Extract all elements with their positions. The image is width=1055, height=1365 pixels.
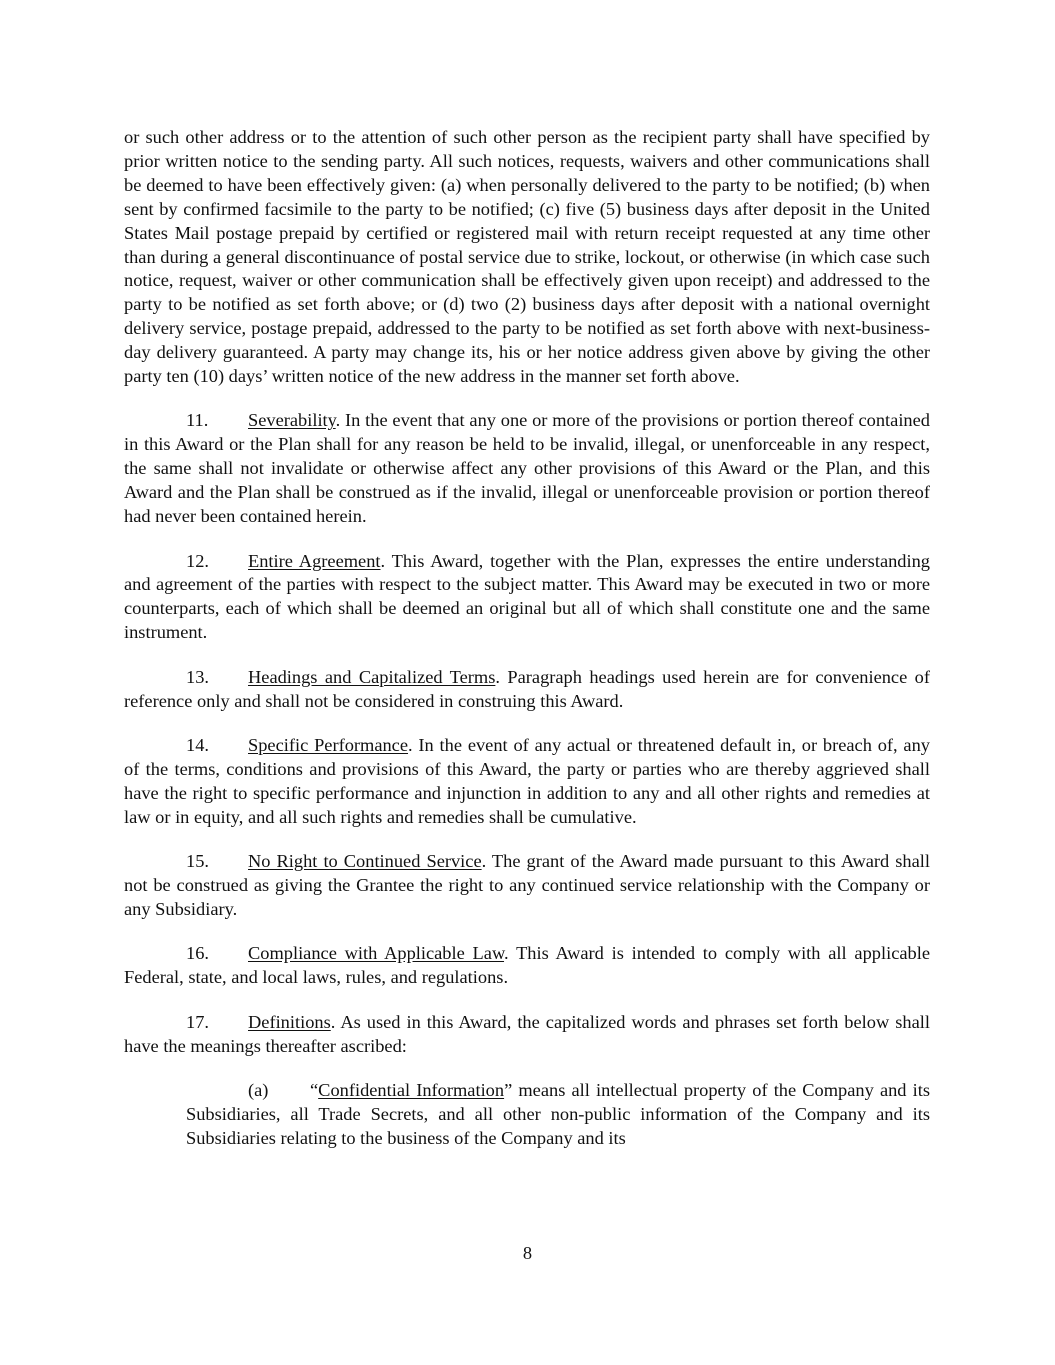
section-heading: Severability [248, 410, 336, 431]
notice-continuation-paragraph: or such other address or to the attention of such other person as the recipient party shall have specified by prior written notice to the sending party. All such notices, requests, waivers and other communications shall be deemed to have been effectively given: (a) when personally delivered to the party to be notified; (b) when sent by confirmed facsimile to the party to be notified; (c) five (5) business days after deposit in the United States Mail postage prepaid by certified or registered mail with return receipt requested at any time other than during a general discontinuance of postal service due to strike, lockout, or otherwise (in which case such notice, request, waiver or other communication shall be effectively given upon receipt) and addressed to the party to be notified as set forth above; or (d) two (2) business days after deposit with a national overnight delivery service, postage prepaid, addressed to the party to be notified as set forth above with next-business-day delivery guaranteed. A party may change its, his or her notice address given above by giving the other party ten (10) days’ written notice of the new address in the manner set forth above. [124, 127, 930, 387]
section-11-severability [124, 409, 930, 529]
section-15-no-right-to-service [124, 850, 930, 922]
section-number: 11. [186, 410, 209, 431]
section-17-definitions [124, 1011, 930, 1059]
definition-confidential-information [186, 1079, 930, 1151]
page-number: 8 [522, 1243, 533, 1263]
section-heading: No Right to Continued Service [248, 851, 482, 872]
section-number: 17. [186, 1011, 209, 1032]
section-body: . In the event that any one or more of the provisions or portion thereof contained in this Award or the Plan shall for any reason be held to be invalid, illegal, or unenforceable in any respect, the same shall not invalidate or otherwise affect any other provisions of this Award or the Plan, and this Award and the Plan shall be construed as if the invalid, illegal or unenforceable provision or portion thereof had never been contained herein. [124, 410, 930, 527]
section-heading: Headings and Capitalized Terms [248, 666, 496, 687]
section-body: . This Award, together with the Plan, expresses the entire understanding and agreement of the parties with respect to the subject matter. This Award may be executed in two or more counterparts, each of which shall be deemed an original but all of which shall constitute one and the same instrument. [124, 550, 930, 643]
section-number: 12. [186, 550, 209, 571]
section-heading: Specific Performance [248, 734, 409, 755]
section-16-compliance [124, 942, 930, 990]
section-12-entire-agreement [124, 550, 930, 646]
section-number: 15. [186, 851, 209, 872]
section-body: . This Award is intended to comply with all applicable Federal, state, and local laws, rules, and regulations. [124, 943, 930, 988]
section-heading: Compliance with Applicable Law [248, 943, 505, 964]
section-heading: Entire Agreement [248, 550, 381, 571]
section-number: 16. [186, 943, 209, 964]
section-heading: Definitions [248, 1011, 331, 1032]
document-page [124, 126, 930, 1151]
subsection-label: (a) [248, 1079, 269, 1100]
section-body: . As used in this Award, the capitalized words and phrases set forth below shall have the meanings thereafter ascribed: [124, 1011, 930, 1056]
definition-body: ” means all intellectual property of the Company and its Subsidiaries, all Trade Secrets, and all other non-public information of the Company and its Subsidiaries relating to the business of the Company and its [186, 1079, 930, 1148]
section-number: 13. [186, 666, 209, 687]
section-body: . In the event of any actual or threatened default in, or breach of, any of the terms, conditions and provisions of this Award, the party or parties who are thereby aggrieved shall have the right to specific performance and injunction in addition to any and all other rights and remedies at law or in equity, and all such rights and remedies shall be cumulative. [124, 734, 930, 827]
defined-term: Confidential Information [318, 1079, 505, 1100]
section-body: . Paragraph headings used herein are for convenience of reference only and shall not be considered in construing this Award. [124, 666, 930, 711]
section-14-specific-performance [124, 734, 930, 830]
section-body: . The grant of the Award made pursuant to this Award shall not be construed as giving the Grantee the right to any continued service relationship with the Company or any Subsidiary. [124, 851, 930, 919]
section-number: 14. [186, 734, 209, 755]
section-13-headings [124, 666, 930, 714]
open-quote: “ [310, 1079, 319, 1100]
